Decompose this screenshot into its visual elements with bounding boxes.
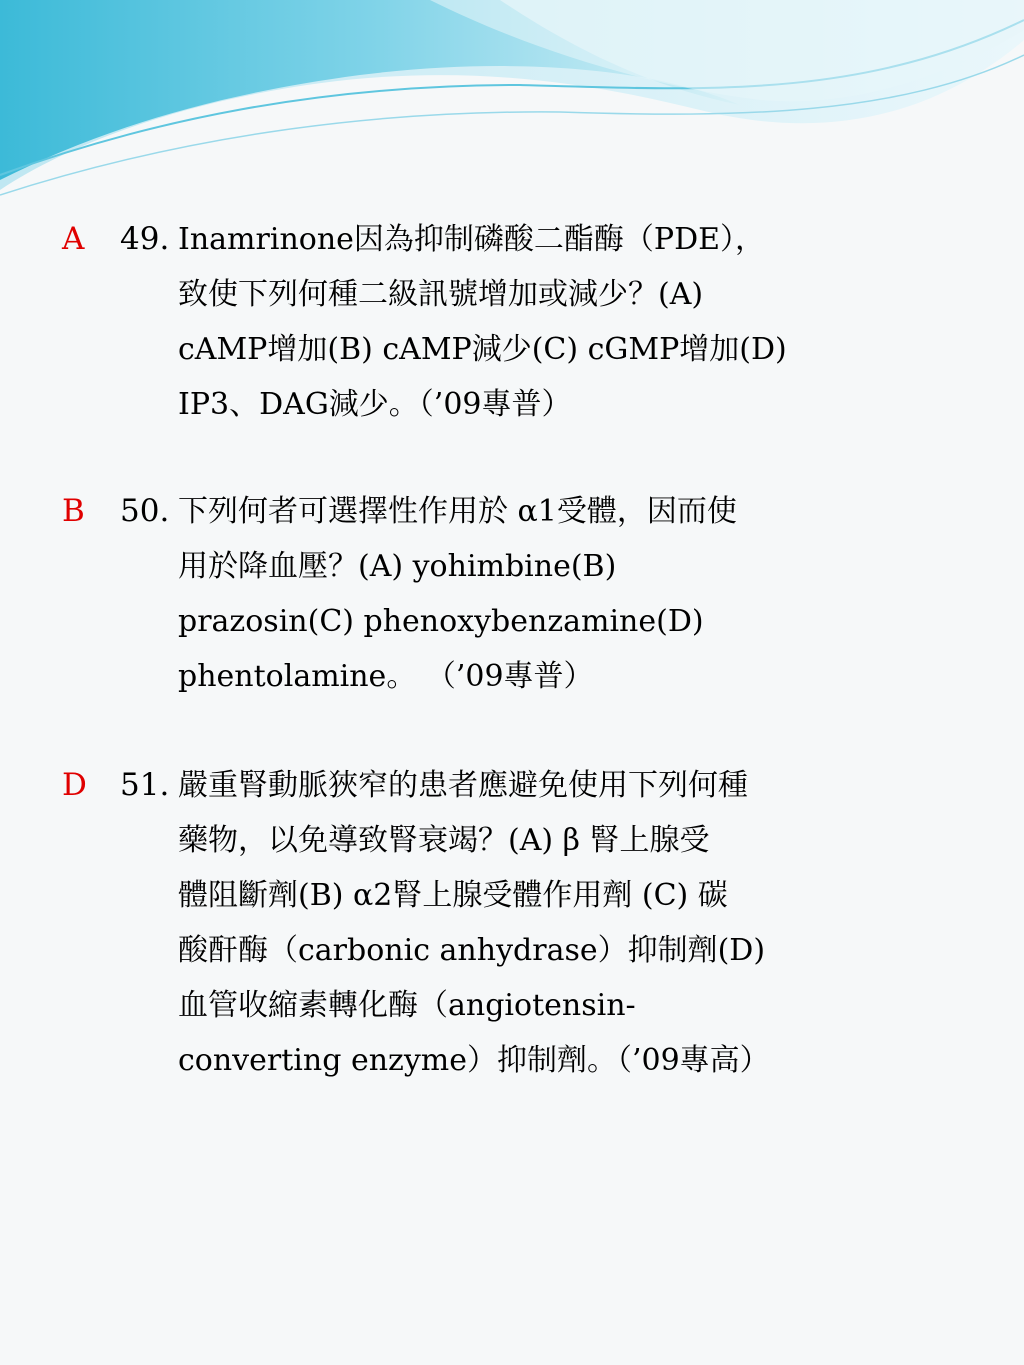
question-line: 酸酐酶（carbonic anhydrase）抑制劑(D) xyxy=(178,933,766,968)
question-line: converting enzyme）抑制劑。（’09專高） xyxy=(178,1043,770,1078)
question-text xyxy=(178,212,908,432)
question-line: 體阻斷劑(B) α2腎上腺受體作用劑 (C) 碳 xyxy=(178,878,728,913)
question-line: prazosin(C) phenoxybenzamine(D) xyxy=(178,604,704,639)
question-text xyxy=(178,758,908,1088)
answer-letter: A xyxy=(62,221,85,257)
question-line: 藥物，以免導致腎衰竭？(A) β 腎上腺受 xyxy=(178,823,710,858)
question-line: 致使下列何種二級訊號增加或減少？(A) xyxy=(178,277,704,312)
question-number: 49. xyxy=(120,221,170,257)
question-number: 51. xyxy=(120,767,170,803)
question-line: Inamrinone因為抑制磷酸二酯酶（PDE）， xyxy=(178,222,766,257)
question-line: 用於降血壓？(A) yohimbine(B) xyxy=(178,549,617,584)
answer-letter: D xyxy=(62,767,87,803)
question-text xyxy=(178,484,908,704)
question-line: 嚴重腎動脈狹窄的患者應避免使用下列何種 xyxy=(178,768,748,803)
question-line: cAMP增加(B) cAMP減少(C) cGMP增加(D) xyxy=(178,332,787,367)
question-line: IP3、DAG減少。（’09專普） xyxy=(178,387,572,422)
question-line: 血管收縮素轉化酶（angiotensin- xyxy=(178,988,636,1023)
question-line: 下列何者可選擇性作用於 α1受體，因而使 xyxy=(178,494,737,529)
question-number: 50. xyxy=(120,493,170,529)
question-line: phentolamine。 （’09專普） xyxy=(178,659,594,694)
answer-letter: B xyxy=(62,493,85,529)
